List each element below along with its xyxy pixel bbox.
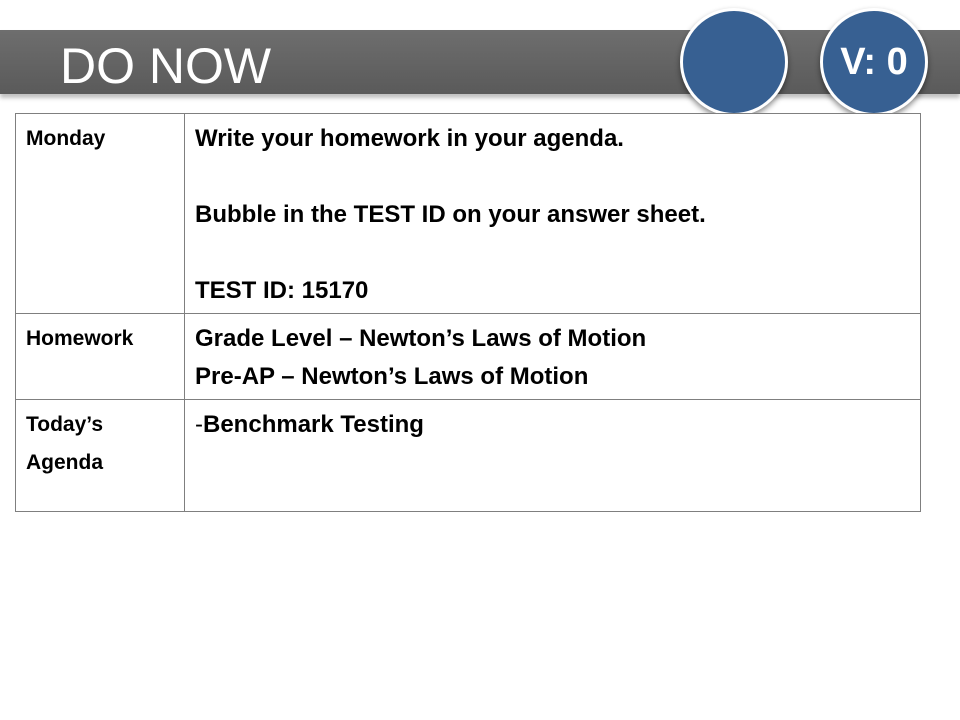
test-id: TEST ID: 15170	[195, 277, 369, 304]
table-row-homework	[16, 314, 921, 400]
page-title: DO NOW	[60, 38, 272, 94]
agenda-table	[15, 113, 921, 512]
blank-circle-badge	[680, 8, 788, 116]
row-label-homework: Homework	[16, 314, 185, 400]
label-line-todays: Today’s	[26, 413, 104, 436]
version-badge	[820, 8, 928, 116]
instruction-bubble: Bubble in the TEST ID on your answer sheet.	[195, 201, 706, 228]
homework-grade-level: Grade Level – Newton’s Laws of Motion	[195, 325, 647, 352]
label-line-agenda: Agenda	[26, 451, 104, 474]
row-content-todays-agenda	[185, 400, 921, 512]
homework-pre-ap: Pre-AP – Newton’s Laws of Motion	[195, 363, 589, 390]
row-content-homework	[185, 314, 921, 400]
row-label-monday: Monday	[16, 114, 185, 314]
row-label-todays-agenda	[16, 400, 185, 512]
table-row-monday	[16, 114, 921, 314]
instruction-homework: Write your homework in your agenda.	[195, 125, 624, 152]
row-content-monday	[185, 114, 921, 314]
agenda-item-benchmark: Benchmark Testing	[203, 411, 424, 438]
list-dash: -	[195, 411, 203, 438]
table-row-todays-agenda	[16, 400, 921, 512]
spacer	[195, 234, 910, 272]
spacer	[195, 158, 910, 196]
version-label: V: 0	[840, 40, 908, 83]
